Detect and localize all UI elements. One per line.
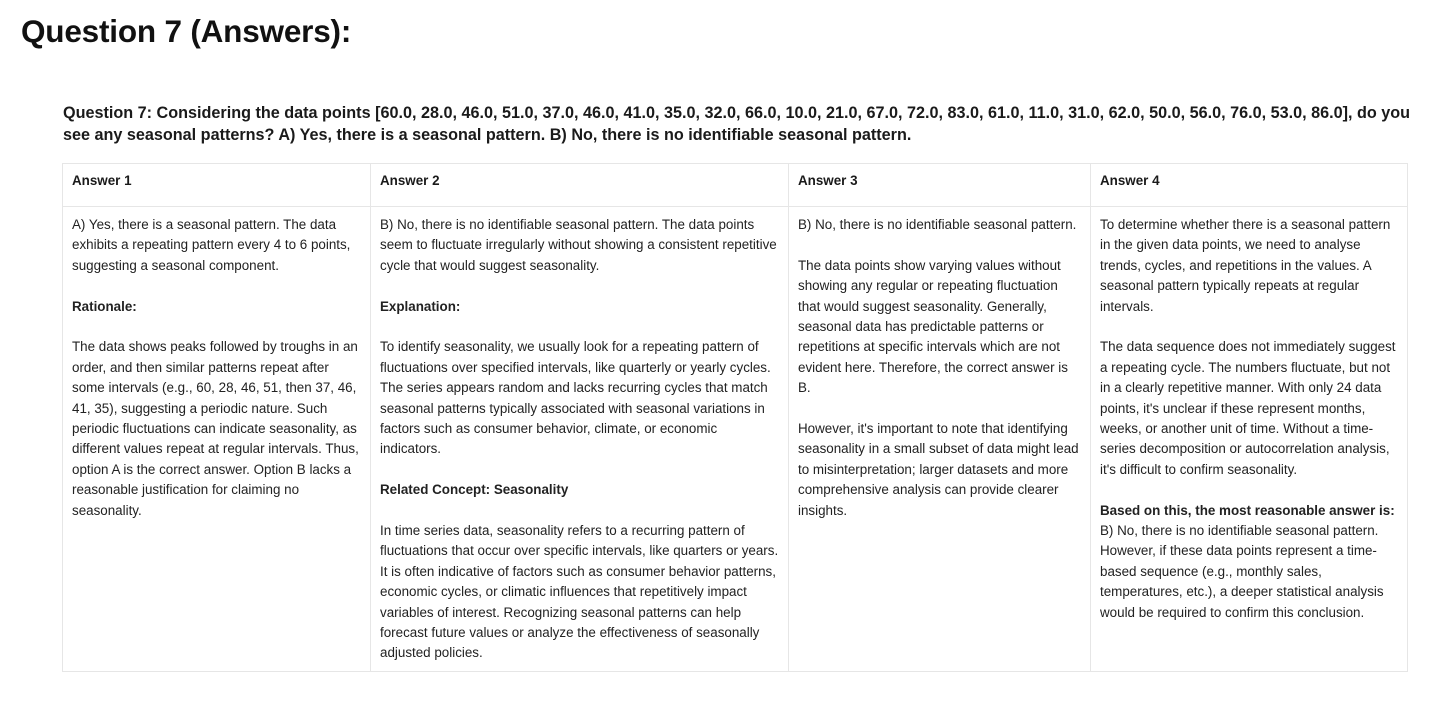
answer-3-paragraph-1: B) No, there is no identifiable seasonal pattern. <box>798 217 1077 232</box>
answer-2-paragraph-2: To identify seasonality, we usually look for a repeating pattern of fluctuations over specified intervals, like quarterly or yearly cycles. The series appears random and lacks recurring cycles that match seasonal patterns typically associated with seasonal variations in factors such as consumer behavior, climate, or economic indicators. <box>380 339 771 457</box>
answers-table <box>62 163 1408 672</box>
answer-4-paragraph-3 <box>1100 501 1399 623</box>
answer-1-rationale-heading: Rationale: <box>72 298 137 314</box>
answer-2-related-concept-heading: Related Concept: Seasonality <box>380 482 569 498</box>
answer-2-explanation-heading: Explanation: <box>380 298 461 314</box>
answer-4-cell <box>1091 207 1408 672</box>
answer-3-cell <box>789 207 1091 672</box>
answer-4-conclusion-lead: Based on this, the most reasonable answer is: <box>1100 502 1395 518</box>
header-answer-2: Answer 2 <box>371 164 789 207</box>
answer-1-cell <box>63 207 371 672</box>
answer-2-paragraph-3: In time series data, seasonality refers to a recurring pattern of fluctuations that occur over specific intervals, like quarters or years. It is often indicative of factors such as consumer behavior patterns, economic cycles, or climatic influences that repetitively impact variables of interest. Recognizing seasonal patterns can help forecast future values or analyze the effectiveness of seasonally adjusted policies. <box>380 523 779 661</box>
header-answer-3: Answer 3 <box>789 164 1091 207</box>
answer-4-conclusion-text: B) No, there is no identifiable seasonal pattern. However, if these data points represent a time-based sequence (e.g., monthly sales, temperatures, etc.), a deeper statistical analysis would be required to confirm this conclusion. <box>1100 523 1384 620</box>
answer-3-paragraph-2: The data points show varying values without showing any regular or repeating fluctuation that would suggest seasonality. Generally, seasonal data has predictable patterns or repetitions at specific intervals which are not evident here. Therefore, the correct answer is B. <box>798 257 1068 396</box>
answer-1-paragraph-2: The data shows peaks followed by troughs in an order, and then similar patterns repeat after some intervals (e.g., 60, 28, 46, 51, then 37, 46, 41, 35), suggesting a periodic nature. Such periodic fluctuations can indicate seasonality, as different values repeat at regular intervals. Thus, option A is the correct answer. Option B lacks a reasonable justification for claiming no seasonality. <box>72 339 359 518</box>
answer-4-paragraph-2: The data sequence does not immediately suggest a repeating cycle. The numbers fluctuate, but not in a clearly repetitive manner. With only 24 data points, it's unclear if these represent months, weeks, or another unit of time. Without a time-series decomposition or autocorrelation analysis, it's difficult to confirm seasonality. <box>1100 339 1396 477</box>
answer-4-paragraph-1: To determine whether there is a seasonal pattern in the given data points, we need to analyse trends, cycles, and repetitions in the values. A seasonal pattern typically repeats at regular intervals. <box>1100 217 1391 314</box>
answer-2-cell <box>371 207 789 672</box>
answer-1-paragraph-1: A) Yes, there is a seasonal pattern. The data exhibits a repeating pattern every 4 to 6 points, suggesting a seasonal component. <box>72 217 351 273</box>
question-text: Question 7: Considering the data points [60.0, 28.0, 46.0, 51.0, 37.0, 46.0, 41.0, 35.0, 32.0, 66.0, 10.0, 21.0, 67.0, 72.0, 83.0, 61.0, 11.0, 31.0, 62.0, 50.0, 56.0, 76.0, 53.0, 86.0], do you see any seasonal patterns? A) Yes, there is a seasonal pattern. B) No, there is no identifiable seasonal pattern. <box>63 104 1411 144</box>
table-row <box>63 207 1408 672</box>
answer-3-paragraph-3: However, it's important to note that identifying seasonality in a small subset of data might lead to misinterpretation; larger datasets and more comprehensive analysis can provide clearer insights. <box>798 421 1079 518</box>
answer-2-paragraph-1: B) No, there is no identifiable seasonal pattern. The data points seem to fluctuate irregularly without showing a consistent repetitive cycle that would suggest seasonality. <box>380 217 777 273</box>
header-answer-1: Answer 1 <box>63 164 371 207</box>
page-title: Question 7 (Answers): <box>21 13 352 49</box>
header-answer-4: Answer 4 <box>1091 164 1408 207</box>
table-header-row <box>63 164 1408 207</box>
